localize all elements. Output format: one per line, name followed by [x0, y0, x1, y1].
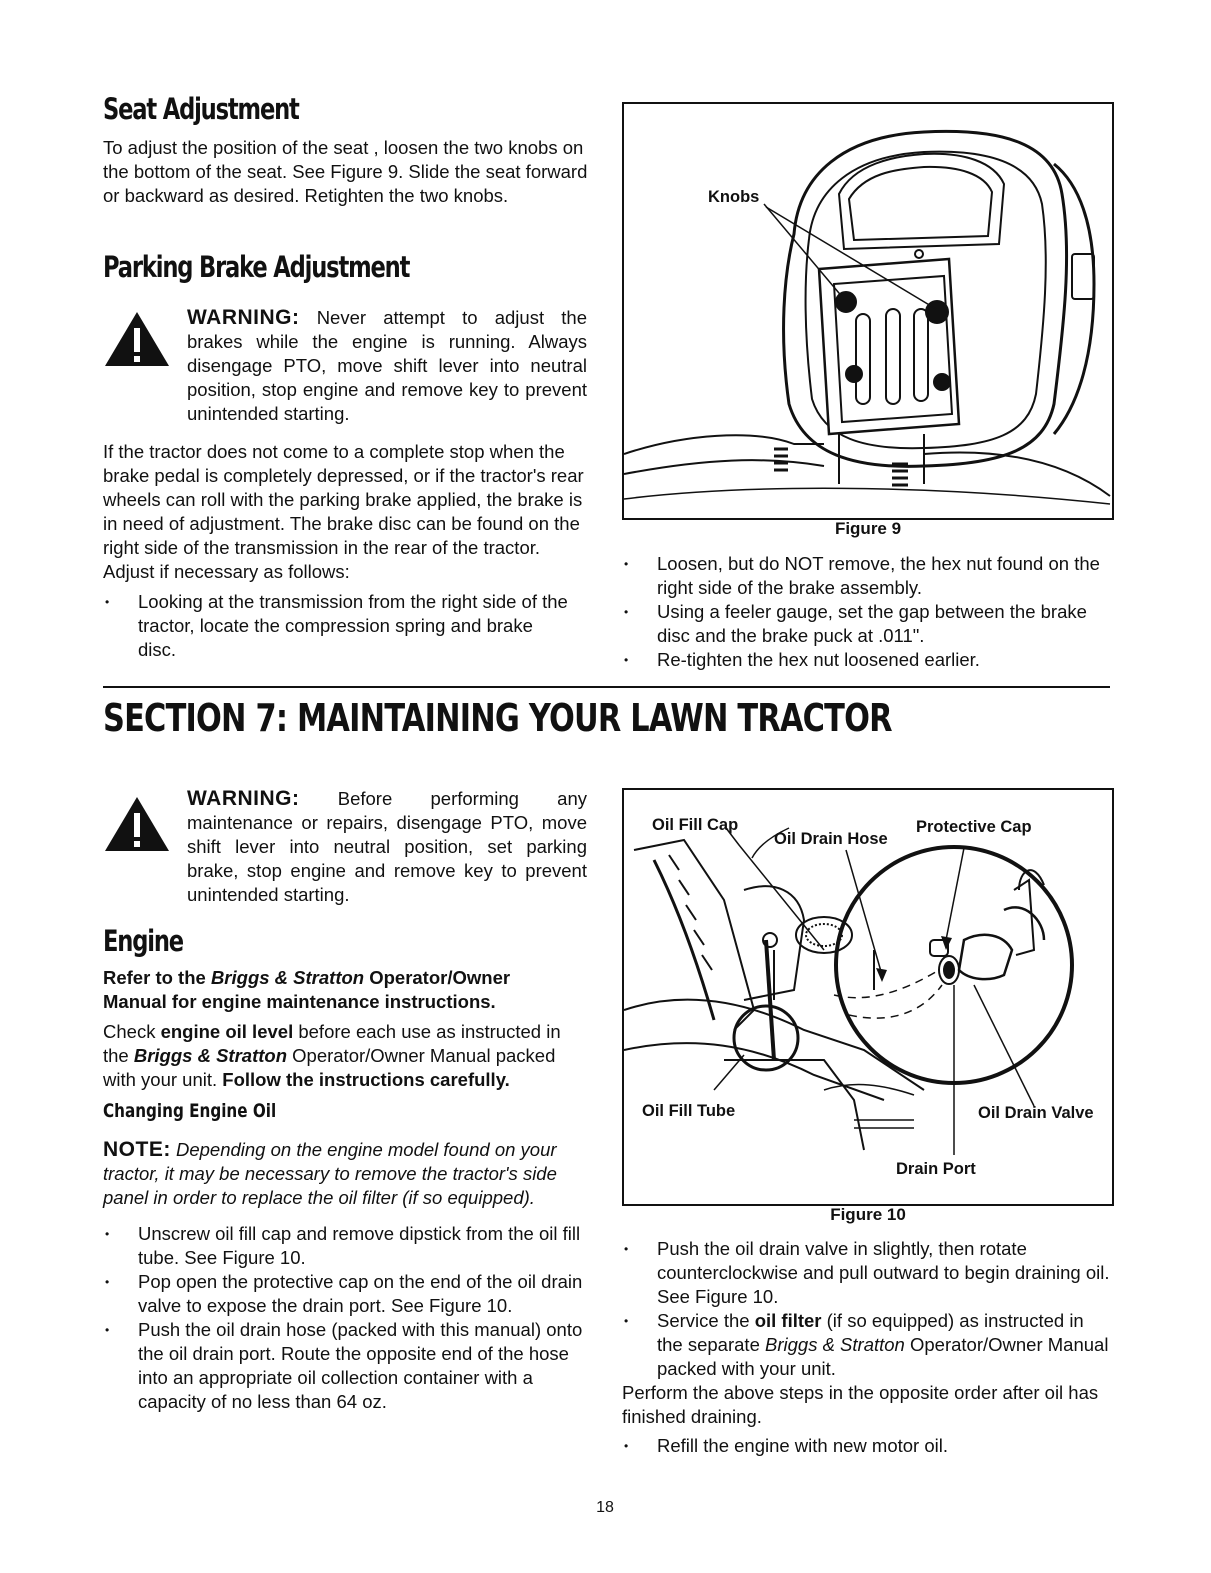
brake-intro-text: If the tractor does not come to a complete stop when the brake pedal is completely depressed, or if the tractor's rear wheels can roll with the parking brake applied, the brake is in need of adjustment. The brake disc can be found on the right side of the transmission in the rear of the tractor. Adjust if necessary as follows:: [103, 441, 584, 582]
list-item: • Re-tighten the hex nut loosened earlier.: [622, 648, 1112, 672]
label-drain-port: Drain Port: [896, 1160, 976, 1178]
figure-10-frame: [622, 788, 1114, 1206]
page-number: 18: [596, 1499, 614, 1516]
engine-heading: Engine: [103, 924, 183, 958]
check-bold: engine oil level: [160, 1021, 294, 1042]
list-item: • Push the oil drain hose (packed with this manual) onto the oil drain port. Route the opposite end of the hose into an appropriate oil collection container with a capacity of no less than 64 oz.: [103, 1318, 593, 1414]
section-divider: [103, 686, 1110, 688]
figure-9-frame: [622, 102, 1114, 520]
step-text: Push the oil drain valve in slightly, then rotate counterclockwise and pull outward to begin draining oil. See Figure 10.: [657, 1238, 1110, 1307]
warning-triangle-icon: [103, 795, 171, 853]
engine-note: [103, 1138, 593, 1210]
list-item: • Loosen, but do NOT remove, the hex nut found on the right side of the brake assembly.: [622, 552, 1112, 600]
parking-brake-heading: Parking Brake Adjustment: [103, 250, 410, 284]
check-text-part: before each use as instructed in the: [103, 1021, 561, 1066]
check-brand: Briggs & Stratton: [133, 1045, 287, 1066]
section-7-heading: SECTION 7: MAINTAINING YOUR LAWN TRACTOR: [103, 696, 892, 740]
refer-text-part: Operator/Owner Manual for engine maintenance instructions.: [103, 967, 511, 1012]
oil-steps-right: [622, 1237, 1112, 1381]
label-oil-drain-hose: Oil Drain Hose: [774, 830, 888, 848]
brake-warning-title: WARNING:: [187, 306, 300, 329]
list-item: [622, 1237, 1112, 1309]
step-bold: oil filter: [754, 1310, 822, 1331]
step-brand: Briggs & Stratton: [765, 1334, 905, 1355]
check-follow: Follow the instructions carefully.: [222, 1069, 510, 1090]
changing-oil-subheading: Changing Engine Oil: [103, 1100, 277, 1122]
check-text-part: Check: [103, 1021, 161, 1042]
engine-refer-text: [103, 966, 573, 1014]
step-text: Service the: [657, 1310, 755, 1331]
step-text: Operator/Owner Manual packed with your unit.: [657, 1334, 1109, 1379]
warning-triangle-icon: [103, 310, 171, 368]
refer-text-part: Refer to the: [103, 967, 211, 988]
label-protective-cap: Protective Cap: [916, 818, 1032, 836]
seat-adjustment-heading: Seat Adjustment: [103, 92, 299, 126]
figure-9-caption: Figure 9: [834, 519, 902, 538]
seat-adjustment-text: To adjust the position of the seat , loosen the two knobs on the bottom of the seat. See Figure 9. Slide the seat forward or backward as desired. Retighten the two knobs.: [103, 137, 588, 206]
note-label: NOTE:: [103, 1138, 171, 1161]
note-text: Depending on the engine model found on your tractor, it may be necessary to remove the tractor's side panel in order to replace the oil filter (if so equipped).: [103, 1139, 557, 1208]
engine-oil-illustration: [624, 790, 1112, 1204]
list-item: • Using a feeler gauge, set the gap between the brake disc and the brake puck at .011".: [622, 600, 1112, 648]
list-item: [622, 1309, 1112, 1381]
brake-warning-text: Never attempt to adjust the brakes while the engine is running. Always disengage PTO, move shift lever into neutral position, stop engine and remove key to prevent unintended starting.: [187, 307, 587, 424]
brake-steps-left: [103, 590, 573, 662]
oil-steps-final: [622, 1434, 1112, 1458]
maintenance-warning: [187, 787, 587, 907]
label-oil-drain-valve: Oil Drain Valve: [978, 1104, 1094, 1122]
engine-check-text: [103, 1020, 588, 1092]
seat-illustration: [624, 104, 1112, 518]
label-oil-fill-tube: Oil Fill Tube: [642, 1102, 736, 1120]
maintenance-warning-title: WARNING:: [187, 787, 300, 810]
label-oil-fill-cap: Oil Fill Cap: [652, 816, 739, 834]
oil-after-text: Perform the above steps in the opposite order after oil has finished draining.: [622, 1382, 1099, 1427]
check-text-part: Operator/Owner Manual packed with your unit.: [103, 1045, 556, 1090]
figure-9-label-knobs: Knobs: [708, 188, 760, 206]
step-text: (if so equipped) as instructed in the separate: [657, 1310, 1084, 1355]
brake-warning: [187, 306, 587, 426]
list-item: • Pop open the protective cap on the end of the oil drain valve to expose the drain port. See Figure 10.: [103, 1270, 593, 1318]
list-item: • Refill the engine with new motor oil.: [622, 1434, 1112, 1458]
figure-10-caption: Figure 10: [830, 1205, 906, 1224]
refer-brand: Briggs & Stratton: [210, 967, 365, 988]
list-item: • Unscrew oil fill cap and remove dipstick from the oil fill tube. See Figure 10.: [103, 1222, 593, 1270]
list-item: • Looking at the transmission from the right side of the tractor, locate the compression spring and brake disc.: [103, 590, 573, 662]
oil-steps-left: [103, 1222, 593, 1414]
brake-steps-right: [622, 552, 1112, 672]
maintenance-warning-text: Before performing any maintenance or repairs, disengage PTO, move shift lever into neutral position, set parking brake, stop engine and remove key to prevent unintended starting.: [187, 788, 587, 905]
